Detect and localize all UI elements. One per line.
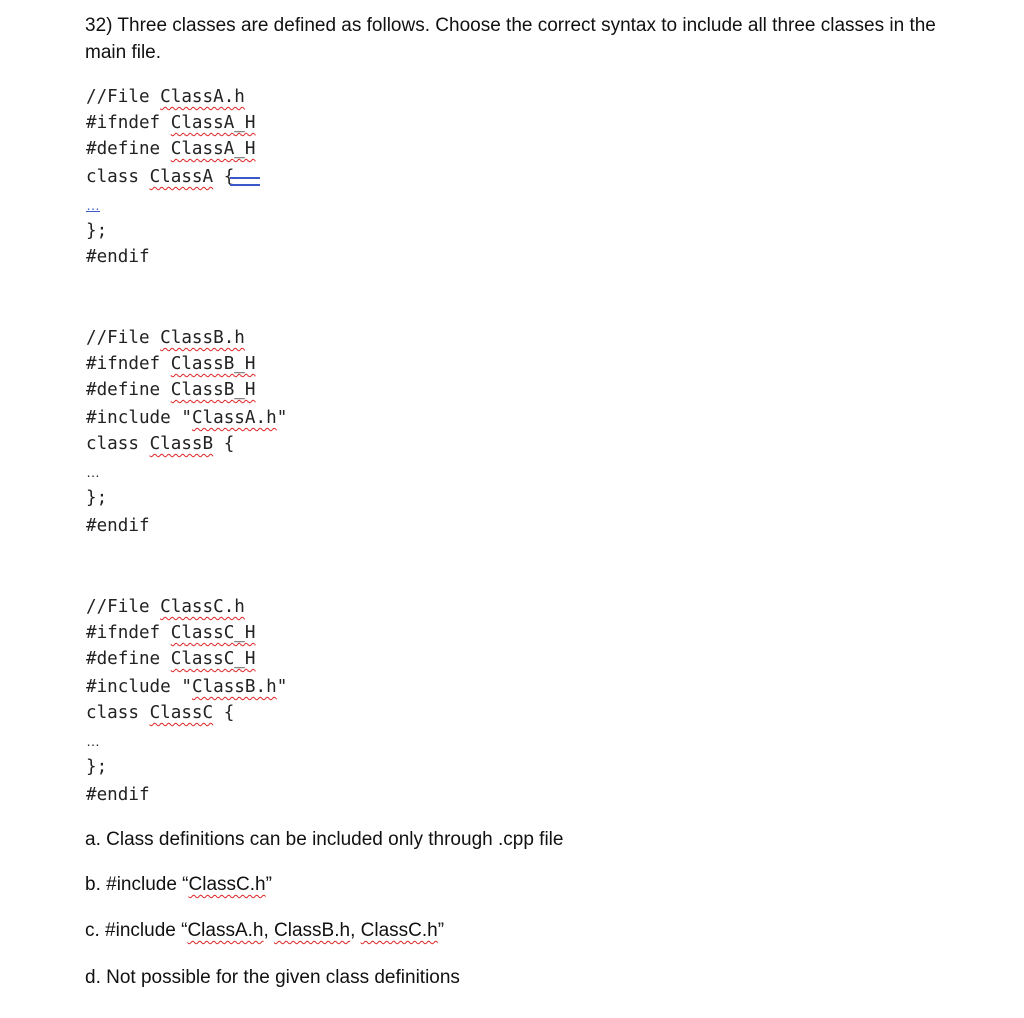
spellcheck-word: ClassB.h: [274, 920, 351, 941]
code-text: #ifndef: [86, 113, 171, 133]
code-text: #endif: [86, 247, 150, 267]
spellcheck-word: ClassA_H: [170, 113, 256, 133]
code-text: };: [86, 221, 108, 241]
code-text: class: [86, 434, 150, 454]
code-text: //File: [86, 597, 161, 617]
code-text: #ifndef: [86, 623, 171, 643]
spellcheck-word: ClassB_H: [170, 380, 256, 400]
code-text: //File: [86, 87, 161, 107]
option-text: ”: [437, 920, 445, 941]
code-text: };: [86, 488, 108, 508]
code-line: [86, 461, 100, 483]
option-d: [85, 966, 460, 990]
spellcheck-word: ClassC: [149, 703, 214, 723]
code-line: [86, 138, 256, 160]
option-text: ,: [350, 920, 361, 941]
spellcheck-word: ClassC.h: [188, 874, 266, 895]
code-text: #define: [86, 380, 171, 400]
code-line: [86, 433, 234, 455]
code-line: [86, 166, 260, 188]
spellcheck-word: ClassA.h: [160, 87, 245, 107]
code-text: #include ": [86, 677, 192, 697]
spellcheck-word: ClassC_H: [170, 623, 256, 643]
code-line: [86, 784, 150, 806]
code-line: [86, 648, 256, 670]
code-text: {: [213, 703, 235, 723]
spellcheck-word: ClassC.h: [360, 920, 438, 941]
code-line: [86, 246, 150, 268]
code-line: [86, 487, 107, 509]
option-text: c. #include “: [85, 920, 188, 941]
option-text: ,: [263, 920, 275, 941]
option-text: a. Class definitions can be included only through .cpp file: [85, 829, 564, 850]
code-text: #endif: [86, 516, 150, 536]
code-line: [86, 756, 107, 778]
code-text: #define: [86, 649, 171, 669]
code-text: ": [276, 677, 288, 697]
code-text: {: [213, 434, 235, 454]
code-text: class: [86, 167, 150, 187]
code-line: [86, 676, 287, 698]
spellcheck-word: ClassC_H: [170, 649, 256, 669]
option-c: [85, 919, 444, 943]
option-text: d. Not possible for the given class definitions: [85, 967, 460, 988]
code-line: [86, 702, 234, 724]
ellipsis: …: [86, 733, 100, 749]
code-text: //File: [86, 328, 161, 348]
code-text: #ifndef: [86, 354, 171, 374]
code-line: [86, 407, 287, 429]
code-line: [86, 379, 256, 401]
code-line: [86, 86, 245, 108]
code-line: [86, 327, 245, 349]
code-text: #include ": [86, 408, 192, 428]
code-line: [86, 730, 100, 752]
code-line: [86, 622, 256, 644]
code-line: [86, 353, 256, 375]
code-text: class: [86, 703, 150, 723]
option-a: [85, 828, 563, 852]
spellcheck-word: ClassA_H: [170, 139, 256, 159]
code-text: #endif: [86, 785, 150, 805]
ellipsis: …: [86, 464, 100, 480]
spellcheck-word: ClassB: [149, 434, 214, 454]
code-line: [86, 596, 245, 618]
question-text: 32) Three classes are defined as follows. Choose the correct syntax to include all three classes in the main file.: [85, 15, 936, 63]
code-line: [86, 220, 107, 242]
spellcheck-word: ClassC.h: [160, 597, 245, 617]
code-line: [86, 515, 150, 537]
spellcheck-word: ClassB_H: [170, 354, 256, 374]
spellcheck-word: ClassA: [149, 167, 214, 187]
spellcheck-word: ClassA.h: [187, 920, 264, 941]
option-text: ”: [265, 874, 272, 895]
spellcheck-word: ClassA.h: [191, 408, 277, 428]
code-text: ": [276, 408, 288, 428]
code-text: {: [213, 167, 235, 187]
option-text: b. #include “: [85, 874, 189, 895]
code-line: [86, 112, 256, 134]
code-line: [86, 194, 100, 216]
code-text: #define: [86, 139, 171, 159]
ellipsis: …: [86, 197, 100, 213]
edit-marker: [230, 177, 260, 186]
spellcheck-word: ClassB.h: [191, 677, 277, 697]
code-text: };: [86, 757, 108, 777]
spellcheck-word: ClassB.h: [160, 328, 245, 348]
option-b: [85, 873, 272, 897]
